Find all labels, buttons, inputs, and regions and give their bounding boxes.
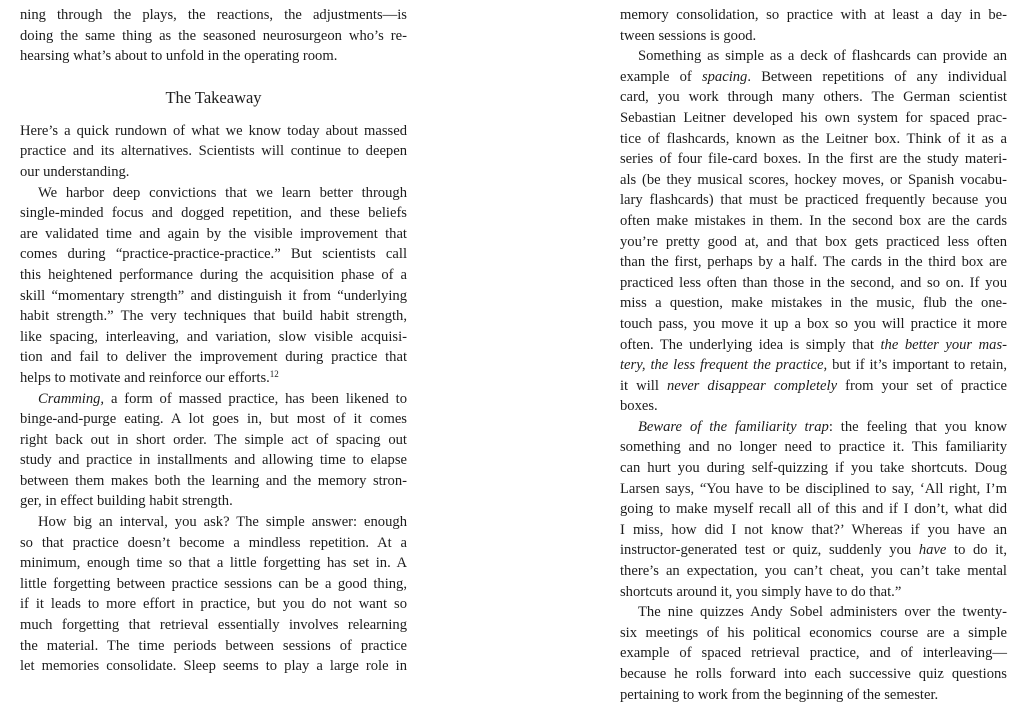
text-line: study and practice in installments and allowing time to elapse [20,452,407,469]
text-line: going to make myself recall all of this and if I don’t, what did [620,501,1007,518]
right-page [620,5,1007,705]
text-line: six meetings of his political economics course are a simple [620,624,1007,641]
text-segment: instructor-generated test or quiz, suddenly you [620,542,919,559]
text-line: so that practice doesn’t become a mindless repetition. At a [20,534,407,551]
text-line: I miss, how did I not know that?’ Whereas if you have an [620,521,1007,538]
text-line [620,417,1007,438]
text-line: something and no longer need to practice it. This familiarity [620,439,1007,456]
emphasis: Cramming, [38,390,105,407]
text-line: Larsen says, “You have to be disciplined to say, ‘All right, I’m [620,480,1007,497]
text-line: als (be they musical scores, hockey moves, or Spanish vocabu- [620,171,1007,188]
text-segment: to do it, [946,542,1008,559]
text-segment: often. The underlying idea is simply that [620,336,881,353]
text-line: memory consolidation, so practice with at least a day in be- [620,7,1007,23]
text-line: Something as simple as a deck of flashcards can provide an [638,48,1007,65]
text-line [620,335,1007,356]
text-line: practiced less often than those in the second, and so on. If you [620,274,1007,291]
text-segment: helps to motivate and reinforce our efforts. [20,369,270,386]
text-segment: . Between repetitions of any individual [747,68,1007,85]
text-line: little forgetting between practice sessions can be a good thing, [20,575,407,592]
text-line: How big an interval, you ask? The simple answer: enough [38,514,407,531]
text-line: between them makes both the learning and the memory stron- [20,472,407,489]
text-line: boxes. [620,398,658,415]
emphasis: never disappear completely [666,377,838,394]
text-line: We harbor deep convictions that we learn better through [38,184,407,201]
text-line: lary flashcards) that must be practiced frequently because you [620,192,1007,209]
text-line: series of four file-card boxes. In the first are the study materi- [620,151,1007,168]
text-line: practice and its alternatives. Scientists will continue to deepen [20,143,407,160]
text-line: card, you work through many others. The German scientist [620,89,1007,106]
text-line: tion and fail to deliver the improvement during practice that [20,349,407,366]
text-line: ning through the plays, the reactions, the adjustments—is [20,7,407,23]
emphasis: have [918,542,947,559]
text-line: if it leads to more effort in practice, but you do not want so [20,596,407,613]
text-line: habit strength.” The very techniques that build habit strength, [20,308,407,325]
text-line [620,67,1007,88]
text-line: tween sessions is good. [620,27,757,44]
text-line: single-minded focus and dogged repetition, and these beliefs [20,205,407,222]
text-segment: it will [620,377,667,394]
text-line: let memories consolidate. Sleep seems to play a large role in [20,658,407,675]
text-line: skill “momentary strength” and distinguish it from “underlying [20,287,407,304]
text-line: tice of flashcards, known as the Leitner box. Think of it as a [620,130,1007,147]
text-line: ger, in effect building habit strength. [20,493,233,510]
text-line [620,540,1007,561]
emphasis: Beware of the familiarity trap [638,418,829,435]
text-line: often make mistakes in them. In the second box are the cards [620,212,1007,229]
left-page [20,5,407,677]
text-line: you’re pretty good at, and that box gets practiced less often [620,233,1007,250]
text-line [620,355,1007,376]
text-segment: from your set of practice [837,377,1007,394]
text-line: The nine quizzes Andy Sobel administers over the twenty- [638,604,1007,621]
emphasis: tery, the less frequent the practice, [620,357,828,374]
text-line: comes during “practice-practice-practice.” But scientists call [20,246,407,263]
text-segment: but if it’s important to retain, [827,357,1007,374]
text-line [20,389,407,410]
text-line: this heightened performance during the acquisition phase of a [20,266,407,283]
text-line: right back out in short order. The simple act of spacing out [20,431,407,448]
text-line: the material. The time periods between sessions of practice [20,637,407,654]
text-line: because he rolls forward into each successive quiz questions [620,666,1007,682]
text-line: minimum, enough time so that a little forgetting has set in. A [20,555,407,572]
text-line: doing the same thing as the seasoned neurosurgeon who’s re- [20,27,407,44]
footnote-marker: 12 [269,368,279,379]
text-line: touch pass, you move it up a box so you will practice it more [620,315,1007,332]
text-line: there’s an expectation, you can’t cheat, you can’t take mental [620,563,1007,580]
emphasis: the better your mas- [880,336,1007,353]
text-line: Sebastian Leitner developed his own system for spaced prac- [620,109,1007,126]
text-line: hearsing what’s about to unfold in the operating room. [20,48,338,65]
text-segment: a form of massed practice, has been likened to [104,390,407,407]
text-line: miss a question, make mistakes in the music, flub the one- [620,295,1007,312]
emphasis: spacing [701,68,748,85]
text-line: binge-and-purge eating. A lot goes in, but most of it comes [20,411,407,428]
text-segment: example of [620,68,702,85]
text-line [620,376,1007,397]
text-segment: : the feeling that you know [828,418,1007,435]
text-line [20,368,407,389]
text-line: like spacing, interleaving, and variation, slow visible acquisi- [20,328,407,345]
text-line: example of spaced retrieval practice, and of interleaving— [620,645,1007,662]
text-line: much forgetting that retrieval essentially involves relearning [20,617,407,634]
text-line: shortcuts around it, you simply have to do that.” [620,583,902,600]
text-line: Here’s a quick rundown of what we know today about massed [20,122,407,139]
text-line: are validated time and again by the visible improvement that [20,225,407,242]
text-line: our understanding. [20,163,130,180]
text-line: than the first, perhaps by a half. The cards in the third box are [620,254,1007,271]
text-line: can hurt you during self-quizzing if you take shortcuts. Doug [620,460,1007,477]
text-line: pertaining to work from the beginning of the semester. [620,686,939,703]
section-heading: The Takeaway [165,87,262,107]
